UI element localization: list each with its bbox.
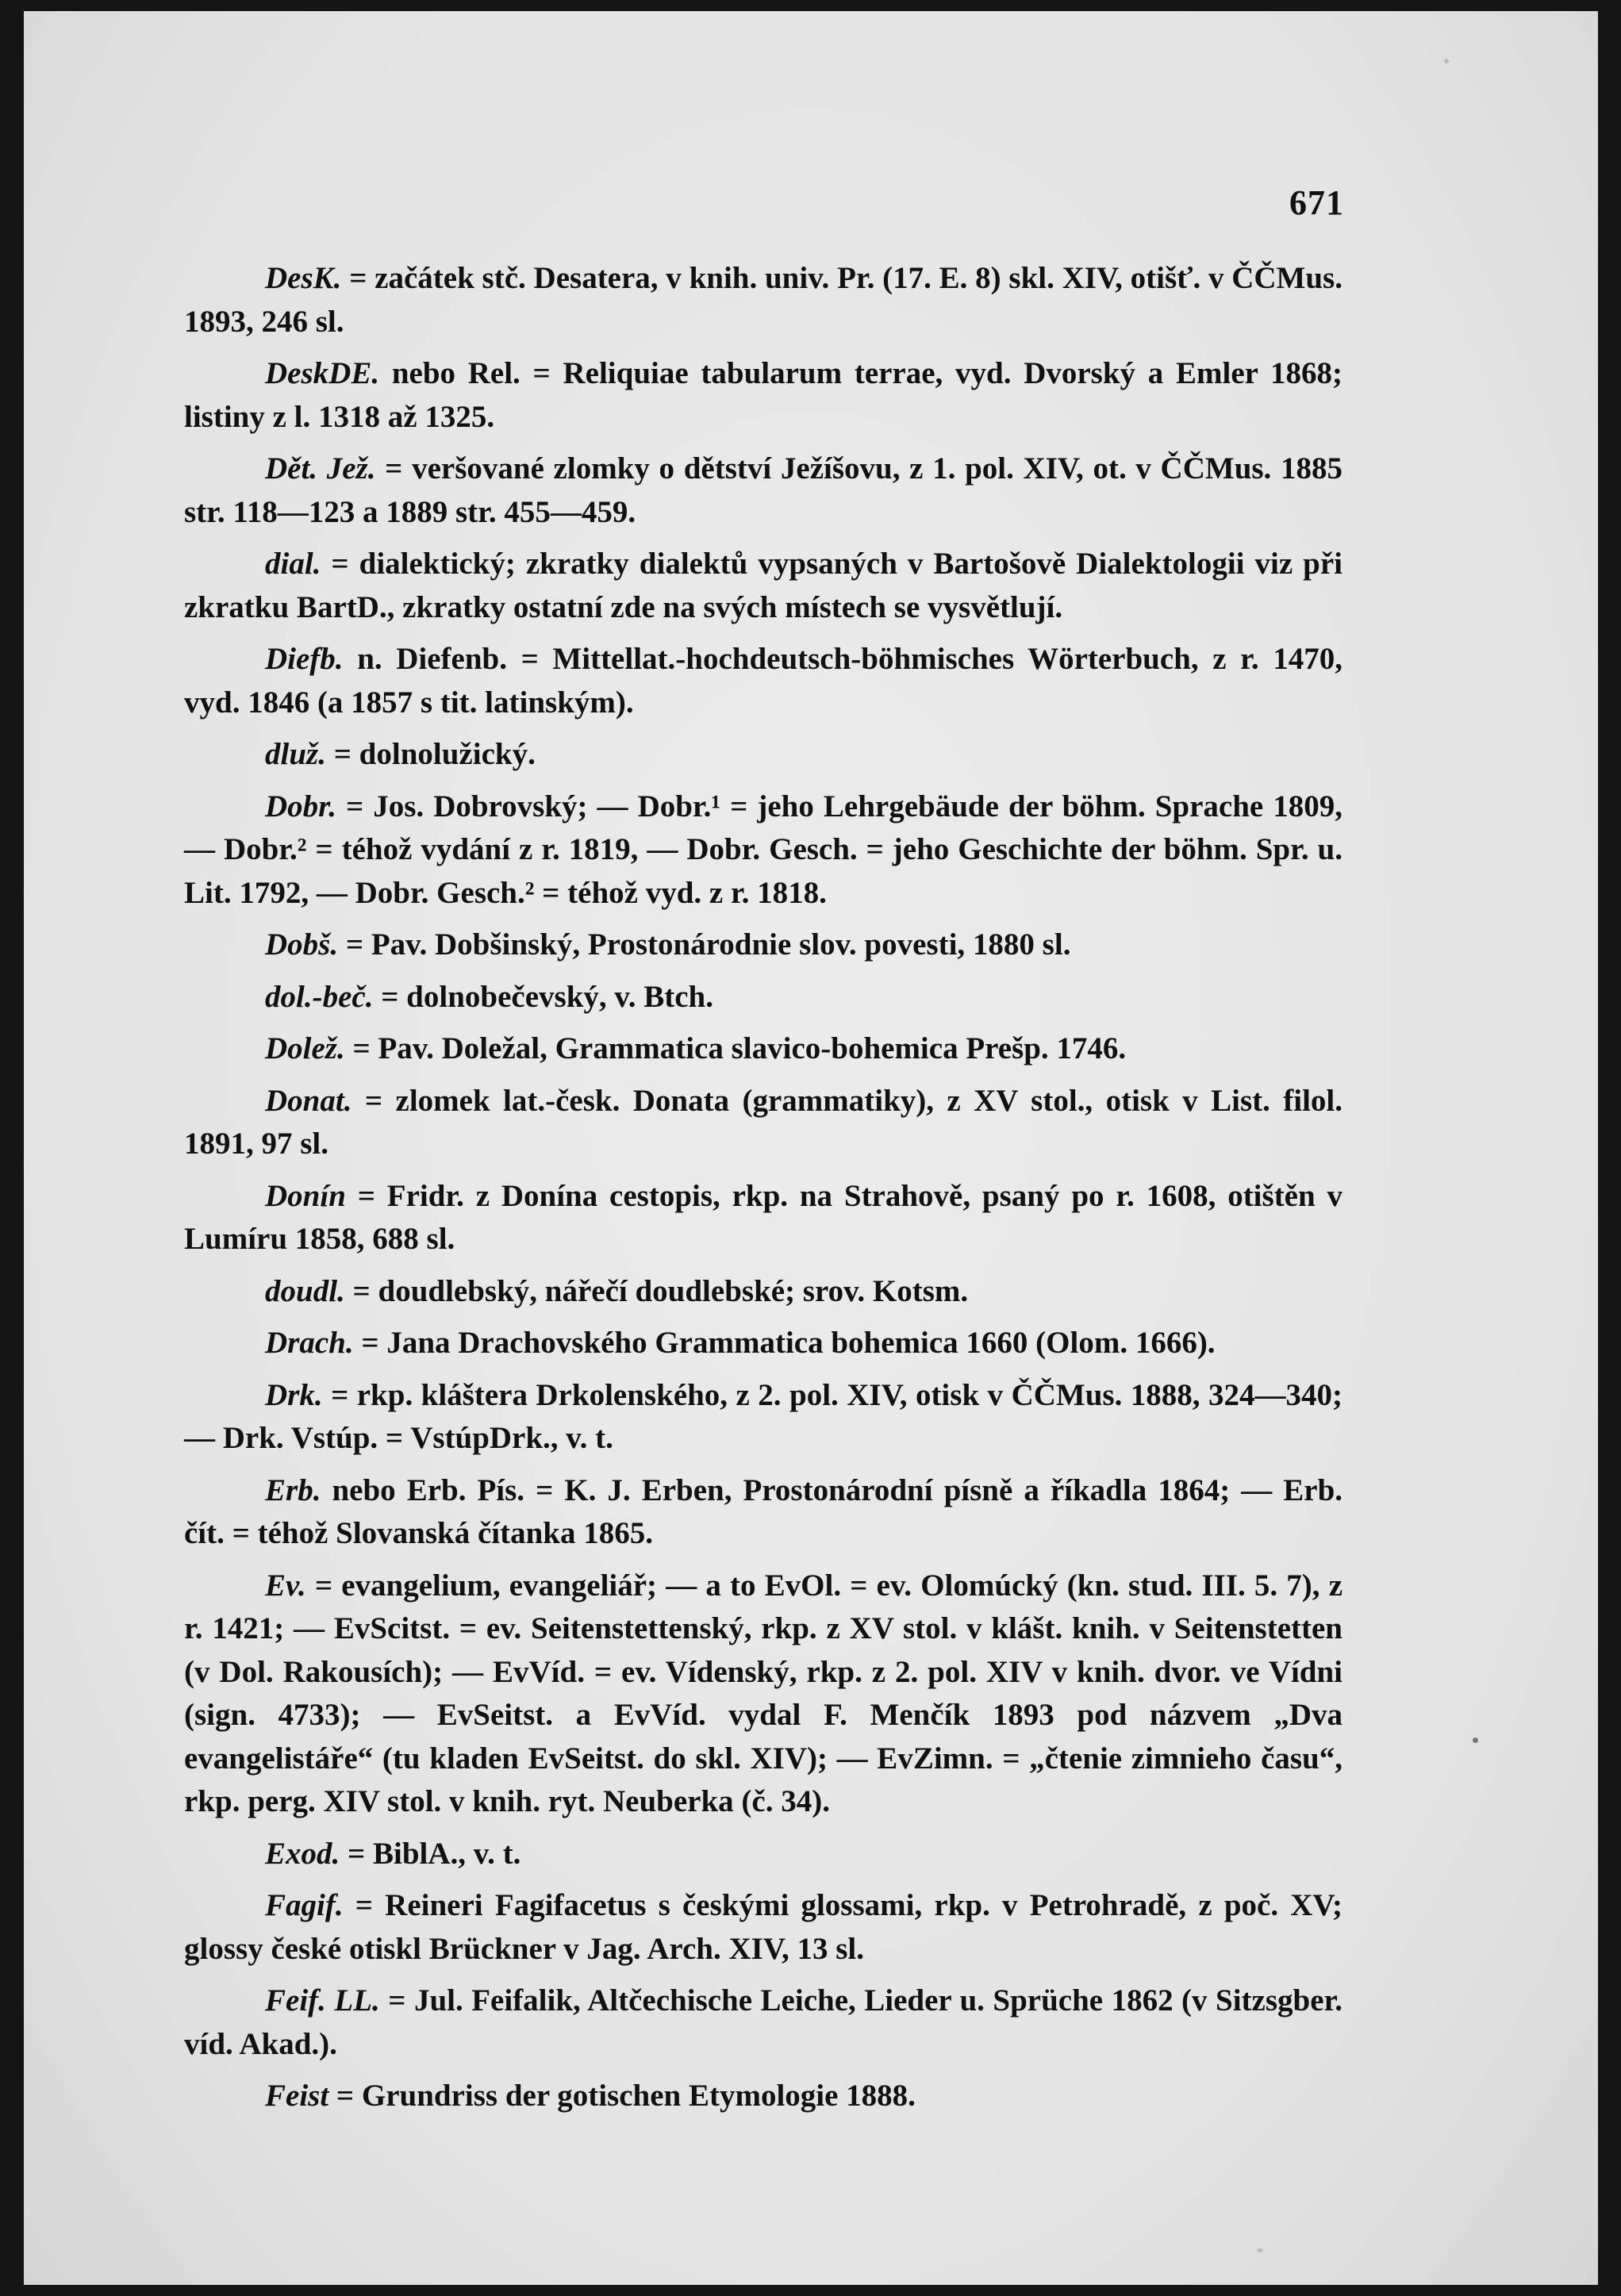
- entry-donat: [184, 1080, 1343, 1166]
- scan-speck: [1444, 59, 1449, 63]
- entry-abbr: dluž.: [265, 737, 326, 771]
- entry-text: = Grundriss der gotischen Etymologie 1888.: [336, 2079, 916, 2113]
- entry-text: = veršované zlomky o dětství Ježíšovu, z 1. pol. XIV, ot. v ČČMus. 1885 str. 118—123 a 1889 str. 455—459.: [184, 451, 1343, 529]
- entry-text: = Jos. Dobrovský; — Dobr.¹ = jeho Lehrgebäude der böhm. Sprache 1809, — Dobr.² = téhož vydání z r. 1819, — Dobr. Gesch. = jeho Geschichte der böhm. Spr. u. Lit. 1792, — Dobr. Gesch.² = téhož vyd. z r. 1818.: [184, 789, 1343, 910]
- entry-text: = začátek stč. Desatera, v knih. univ. Pr. (17. E. 8) skl. XIV, otišť. v ČČMus. 1893, 246 sl.: [184, 261, 1343, 339]
- entry-ev: [184, 1565, 1343, 1824]
- abbreviation-list: [184, 257, 1343, 2127]
- entry-abbr: Diefb.: [265, 642, 344, 676]
- entry-donin: [184, 1175, 1343, 1261]
- entry-text: = BiblA., v. t.: [348, 1836, 521, 1871]
- entry-fagif: [184, 1884, 1343, 1971]
- entry-erb: [184, 1469, 1343, 1556]
- page-number: 671: [1289, 183, 1344, 222]
- entry-text: = dolnolužický.: [333, 737, 536, 771]
- entry-diefb: [184, 638, 1343, 724]
- entry-desk: [184, 257, 1343, 344]
- scanned-page: [24, 11, 1598, 2285]
- entry-abbr: Fagif.: [265, 1888, 344, 1922]
- entry-abbr: Feif. LL.: [265, 1983, 380, 2018]
- entry-abbr: doudl.: [265, 1273, 345, 1308]
- entry-text: = evangelium, evangeliář; — a to EvOl. = ev. Olomúcký (kn. stud. III. 5. 7), z r. 1421; — EvScitst. = ev. Seitenstettenský, rkp. z XV stol. v klášt. knih. v Seitenstetten (v Dol. Rakousích); — EvVíd. = ev. Vídenský, rkp. z 2. pol. XIV v knih. dvor. ve Vídni (sign. 4733); — EvSeitst. a EvVíd. vydal F. Menčík 1893 pod názvem „Dva evangelistáře“ (tu kladen EvSeitst. do skl. XIV); — EvZimn. = „čtenie zimnieho času“, rkp. perg. XIV stol. v knih. ryt. Neuberka (č. 34).: [184, 1568, 1343, 1818]
- entry-abbr: Ev.: [265, 1568, 306, 1603]
- entry-drk: [184, 1374, 1343, 1461]
- entry-text: = Reineri Fagifacetus s českými glossami, rkp. v Petrohradě, z poč. XV; glossy české otiskl Brückner v Jag. Arch. XIV, 13 sl.: [184, 1888, 1343, 1966]
- entry-abbr: Donat.: [265, 1083, 352, 1118]
- entry-text: nebo Erb. Pís. = K. J. Erben, Prostonárodní písně a říkadla 1864; — Erb. čít. = téhož Slovanská čítanka 1865.: [184, 1472, 1343, 1550]
- entry-text: = doudlebský, nářečí doudlebské; srov. Kotsm.: [352, 1273, 969, 1308]
- entry-exod: [184, 1833, 1343, 1876]
- entry-feif-ll: [184, 1979, 1343, 2066]
- entry-abbr: Dět. Jež.: [265, 451, 376, 486]
- scan-speck: [1473, 1737, 1478, 1743]
- entry-abbr: Drk.: [265, 1377, 323, 1412]
- entry-abbr: DeskDE.: [265, 356, 380, 390]
- entry-text: = Jul. Feifalik, Altčechische Leiche, Lieder u. Sprüche 1862 (v Sitzsgber. víd. Akad.).: [184, 1983, 1343, 2061]
- entry-text: = zlomek lat.-česk. Donata (grammatiky), z XV stol., otisk v List. filol. 1891, 97 sl.: [184, 1083, 1343, 1161]
- entry-abbr: Drach.: [265, 1326, 354, 1360]
- entry-dolez: [184, 1027, 1343, 1071]
- scan-speck: [1257, 2248, 1263, 2252]
- entry-text: = dolnobečevský, v. Btch.: [381, 979, 713, 1014]
- entry-feist: [184, 2075, 1343, 2118]
- entry-abbr: Dobr.: [265, 789, 336, 824]
- entry-text: nebo Rel. = Reliquiae tabularum terrae, vyd. Dvorský a Emler 1868; listiny z l. 1318 až 1325.: [184, 356, 1343, 434]
- entry-abbr: Dobš.: [265, 927, 339, 962]
- entry-text: = rkp. kláštera Drkolenského, z 2. pol. XIV, otisk v ČČMus. 1888, 324—340; — Drk. Vstúp. = VstúpDrk., v. t.: [184, 1377, 1343, 1455]
- entry-drach: [184, 1322, 1343, 1365]
- entry-abbr: DesK.: [265, 261, 342, 295]
- entry-dobr: [184, 785, 1343, 916]
- entry-abbr: Feist: [265, 2079, 329, 2113]
- entry-text: n. Diefenb. = Mittellat.-hochdeutsch-böhmisches Wörterbuch, z r. 1470, vyd. 1846 (a 1857 s tit. latinským).: [184, 642, 1343, 720]
- entry-abbr: Dolež.: [265, 1031, 345, 1065]
- entry-abbr: Exod.: [265, 1836, 340, 1871]
- entry-dobs: [184, 923, 1343, 967]
- entry-abbr: Erb.: [265, 1472, 321, 1507]
- entry-dluz: [184, 733, 1343, 777]
- entry-doudl: [184, 1270, 1343, 1314]
- entry-text: = Pav. Doležal, Grammatica slavico-bohemica Prešp. 1746.: [352, 1031, 1127, 1065]
- entry-abbr: Donín: [265, 1178, 346, 1213]
- entry-dial: [184, 543, 1343, 629]
- entry-text: = Fridr. z Donína cestopis, rkp. na Strahově, psaný po r. 1608, otištěn v Lumíru 1858, 688 sl.: [184, 1178, 1343, 1256]
- entry-abbr: dol.-bеč.: [265, 979, 374, 1014]
- entry-dol-bec: [184, 976, 1343, 1019]
- entry-det-jez: [184, 447, 1343, 534]
- entry-text: = Jana Drachovského Grammatica bohemica 1660 (Olom. 1666).: [361, 1326, 1216, 1360]
- entry-deskde: [184, 352, 1343, 439]
- entry-text: = dialektický; zkratky dialektů vypsaných v Bartošově Dialektologii viz při zkratku BartD., zkratky ostatní zde na svých místech se vysvětlují.: [184, 547, 1343, 624]
- entry-abbr: dial.: [265, 547, 321, 581]
- entry-text: = Pav. Dobšinský, Prostonárodnie slov. povesti, 1880 sl.: [345, 927, 1071, 962]
